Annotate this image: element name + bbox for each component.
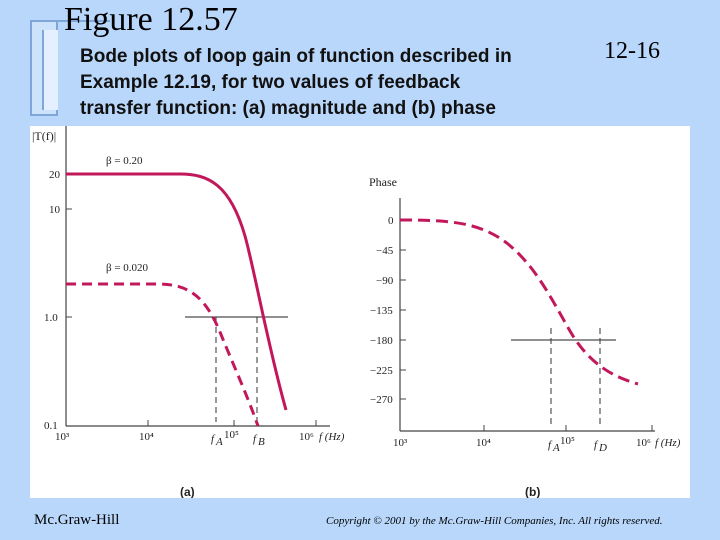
publisher-label: Mc.Graw-Hill — [34, 512, 120, 528]
magnitude-curve-beta-low — [66, 284, 258, 426]
fd-label: f — [594, 439, 598, 451]
magnitude-plot — [32, 126, 345, 498]
caption-line: Example 12.19, for two values of feedback — [80, 72, 461, 93]
magnitude-panel-caption: (a) — [180, 485, 195, 498]
phase-panel-caption: (b) — [525, 485, 541, 498]
y-tick-label: −45 — [376, 245, 394, 257]
beta-low-label: β = 0.020 — [106, 262, 149, 274]
decorative-bar-inner — [42, 30, 58, 110]
x-tick-label: 10³ — [55, 431, 70, 443]
phase-plot — [369, 175, 681, 498]
y-tick-label: −270 — [370, 394, 393, 406]
fb-label: f — [253, 433, 257, 445]
phase-y-label: Phase — [369, 175, 397, 189]
caption-line: Bode plots of loop gain of function described in — [80, 46, 512, 67]
figure-caption — [80, 44, 580, 122]
y-tick-label: 10 — [49, 204, 60, 216]
y-tick-label: 0 — [388, 215, 394, 227]
fa-label: f — [548, 439, 552, 451]
y-tick-label: 1.0 — [44, 312, 58, 324]
fa-label: f — [211, 433, 215, 445]
y-tick-label: −180 — [370, 335, 393, 347]
phase-curve — [400, 220, 638, 384]
y-tick-label: −90 — [376, 275, 394, 287]
x-axis-label: f (Hz) — [655, 437, 681, 449]
y-tick-label: 0.1 — [44, 420, 58, 432]
x-axis-label: f (Hz) — [319, 431, 345, 443]
copyright-notice: Copyright © 2001 by the Mc.Graw-Hill Companies, Inc. All rights reserved. — [326, 515, 663, 527]
magnitude-y-label: |T(f)| — [32, 129, 57, 143]
beta-high-label: β = 0.20 — [106, 155, 143, 167]
page-number: 12-16 — [604, 38, 660, 64]
fa-subscript: A — [216, 436, 223, 448]
fa-subscript: A — [553, 442, 560, 454]
y-tick-label: 20 — [49, 169, 60, 181]
caption-line: transfer function: (a) magnitude and (b) phase — [80, 98, 496, 119]
y-tick-label: −135 — [370, 305, 393, 317]
magnitude-curve-beta-high — [66, 174, 286, 410]
x-tick-label: 10⁶ — [636, 437, 651, 449]
y-tick-label: −225 — [370, 365, 393, 377]
figure-title: Figure 12.57 — [64, 1, 238, 38]
x-tick-label: 10⁴ — [476, 437, 491, 449]
x-tick-label: 10⁴ — [139, 431, 154, 443]
x-tick-label: 10⁵ — [560, 435, 575, 447]
x-tick-label: 10⁶ — [299, 431, 314, 443]
fb-subscript: B — [258, 436, 265, 448]
x-tick-label: 10⁵ — [224, 429, 239, 441]
figure-panel — [30, 126, 690, 498]
fd-subscript: D — [599, 442, 607, 454]
x-tick-label: 10³ — [393, 437, 408, 449]
bode-plots-figure — [30, 126, 690, 498]
